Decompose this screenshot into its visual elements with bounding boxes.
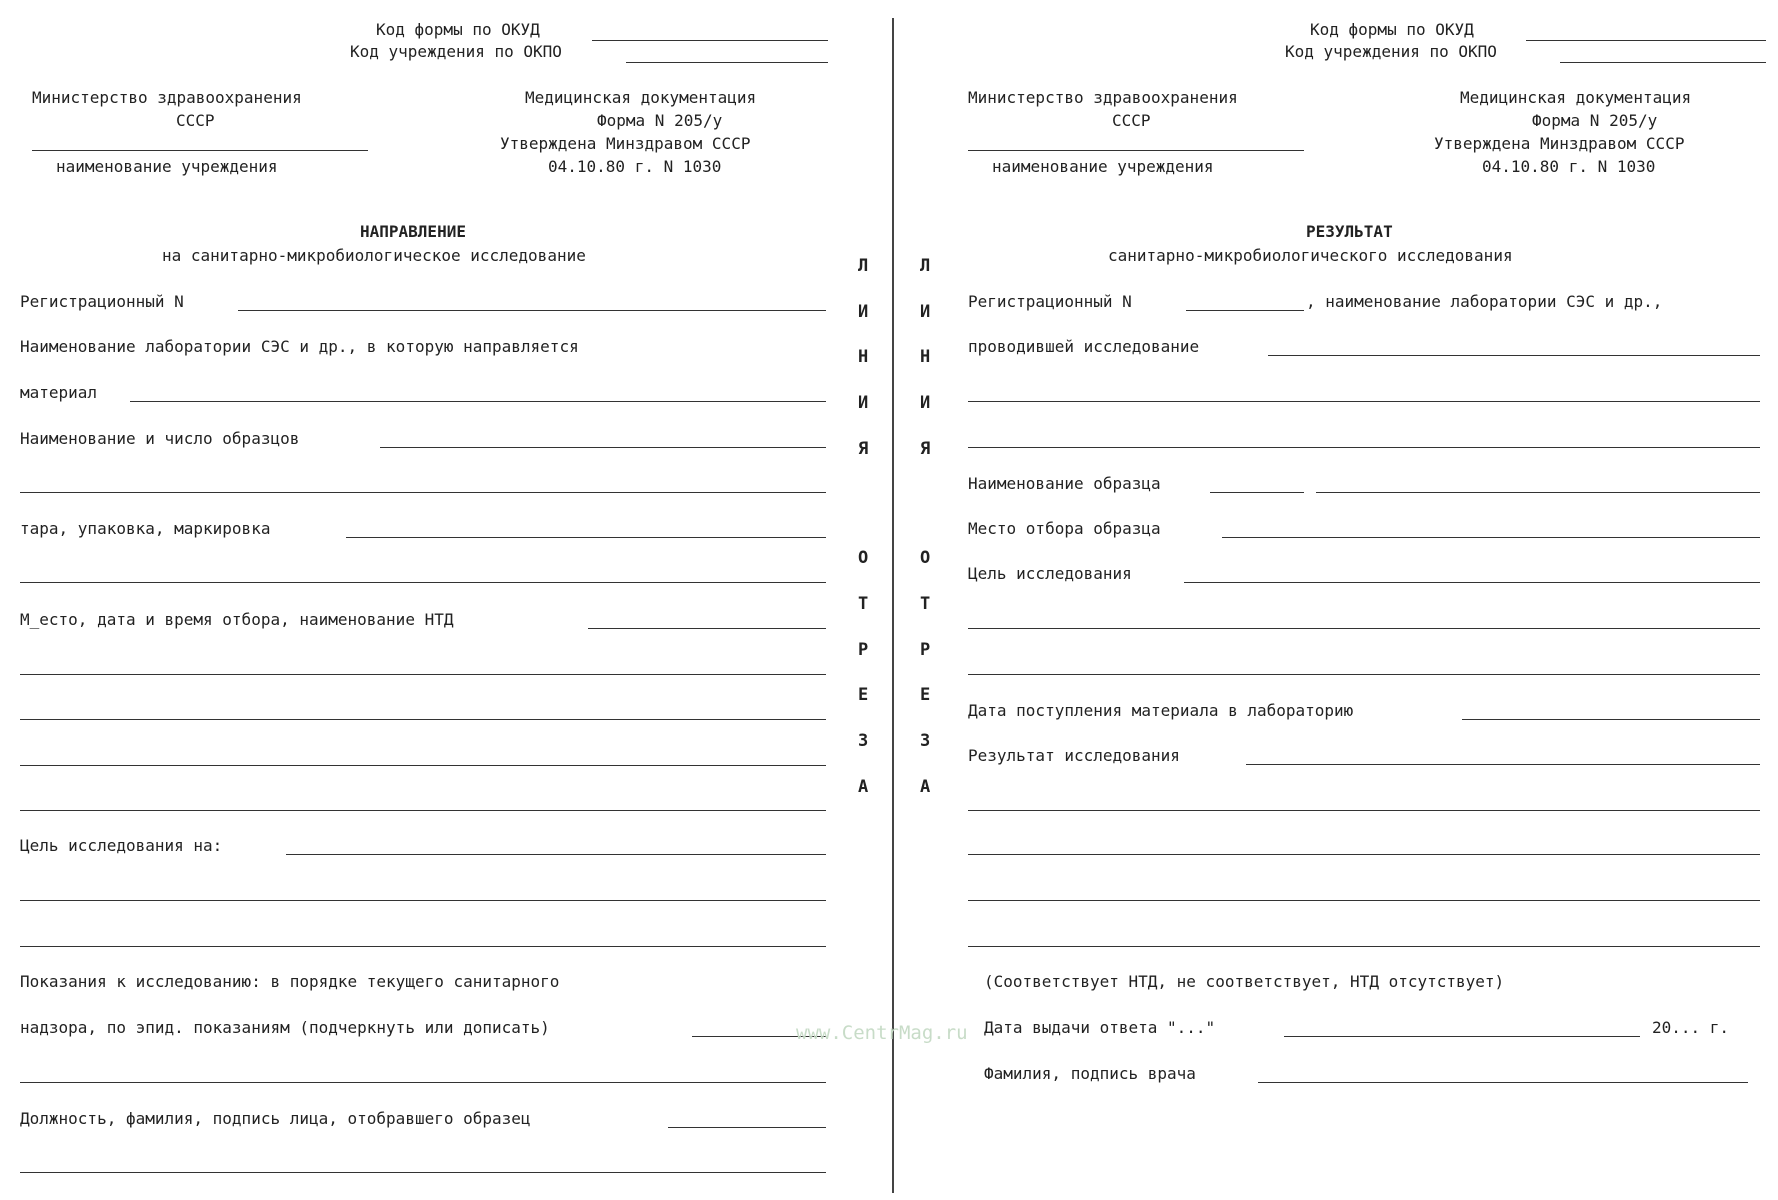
place-date-field[interactable] — [588, 628, 826, 629]
receipt-date-label: Дата поступления материала в лабораторию — [968, 701, 1354, 720]
meddoc-line4: 04.10.80 г. N 1030 — [548, 157, 722, 176]
cut-letter: Л — [858, 256, 869, 276]
packaging-field-2[interactable] — [20, 582, 826, 583]
cut-line-separator — [892, 18, 894, 1193]
ministry-line1: Министерство здравоохранения — [32, 88, 302, 107]
result-field-2[interactable] — [968, 810, 1760, 811]
meddoc-line3: Утверждена Минздравом СССР — [1434, 134, 1685, 153]
position-field-2[interactable] — [20, 1172, 826, 1173]
cut-letter: Т — [858, 594, 869, 614]
meddoc-line1: Медицинская документация — [525, 88, 757, 107]
meddoc-line2: Форма N 205/у — [1532, 111, 1658, 130]
packaging-label: тара, упаковка, маркировка — [20, 519, 271, 538]
sample-name-field-2[interactable] — [1316, 492, 1760, 493]
institution-field[interactable] — [968, 150, 1304, 151]
meddoc-line3: Утверждена Минздравом СССР — [500, 134, 751, 153]
receipt-date-field[interactable] — [1462, 719, 1760, 720]
cut-letter: Н — [858, 347, 869, 367]
cut-letter: О — [920, 548, 931, 568]
purpose-field-2[interactable] — [20, 900, 826, 901]
place-date-field-3[interactable] — [20, 719, 826, 720]
cut-letter: Н — [920, 347, 931, 367]
place-date-label: М_есто, дата и время отбора, наименование НТД — [20, 610, 454, 629]
conformity-note: (Соответствует НТД, не соответствует, НТД отсутствует) — [984, 972, 1505, 991]
purpose-field[interactable] — [1184, 582, 1760, 583]
place-date-field-4[interactable] — [20, 765, 826, 766]
cut-letter: Е — [858, 685, 869, 705]
sample-name-field[interactable] — [1210, 492, 1304, 493]
okud-label: Код формы по ОКУД — [1310, 20, 1474, 39]
lab-name-label: Наименование лаборатории СЭС и др., в которую направляется — [20, 337, 579, 356]
okpo-field[interactable] — [1560, 62, 1766, 63]
okpo-label: Код учреждения по ОКПО — [350, 42, 562, 61]
samples-field-2[interactable] — [20, 492, 826, 493]
purpose-field[interactable] — [286, 854, 826, 855]
issue-date-field[interactable] — [1284, 1036, 1640, 1037]
issue-year-label: 20... г. — [1652, 1018, 1730, 1037]
place-date-field-2[interactable] — [20, 674, 826, 675]
sample-name-label: Наименование образца — [968, 474, 1161, 493]
position-label: Должность, фамилия, подпись лица, отобравшего образец — [20, 1109, 531, 1128]
form-subtitle: санитарно-микробиологического исследования — [1108, 246, 1513, 265]
institution-field[interactable] — [32, 150, 368, 151]
cut-letter: З — [858, 731, 869, 751]
form-title: НАПРАВЛЕНИЕ — [360, 222, 466, 241]
watermark: www.CentrMag.ru — [796, 1022, 968, 1044]
place-date-field-5[interactable] — [20, 810, 826, 811]
cut-letter: Р — [920, 640, 931, 660]
cut-letter: Я — [920, 439, 931, 459]
ministry-line2: СССР — [1112, 111, 1151, 130]
cut-letter: Е — [920, 685, 931, 705]
cut-letter: З — [920, 731, 931, 751]
institution-caption: наименование учреждения — [992, 157, 1214, 176]
conducted-field[interactable] — [1268, 355, 1760, 356]
sample-place-field[interactable] — [1222, 537, 1760, 538]
cut-letter: Я — [858, 439, 869, 459]
position-field[interactable] — [668, 1127, 826, 1128]
doctor-field[interactable] — [1258, 1082, 1748, 1083]
form-subtitle: на санитарно-микробиологическое исследование — [162, 246, 586, 265]
result-label: Результат исследования — [968, 746, 1180, 765]
cut-letter: И — [920, 393, 931, 413]
okpo-label: Код учреждения по ОКПО — [1285, 42, 1497, 61]
reg-number-field[interactable] — [1186, 310, 1304, 311]
form-title: РЕЗУЛЬТАТ — [1306, 222, 1393, 241]
cut-letter: И — [858, 302, 869, 322]
result-field-4[interactable] — [968, 900, 1760, 901]
cut-letter: А — [858, 777, 869, 797]
conducted-field-3[interactable] — [968, 447, 1760, 448]
result-field-3[interactable] — [968, 854, 1760, 855]
conducted-field-2[interactable] — [968, 401, 1760, 402]
samples-label: Наименование и число образцов — [20, 429, 300, 448]
meddoc-line4: 04.10.80 г. N 1030 — [1482, 157, 1656, 176]
result-field[interactable] — [1246, 764, 1760, 765]
purpose-label: Цель исследования на: — [20, 836, 223, 855]
reg-number-field[interactable] — [238, 310, 826, 311]
cut-letter: А — [920, 777, 931, 797]
indications-label-2: надзора, по эпид. показаниям (подчеркнуть или дописать) — [20, 1018, 550, 1037]
okpo-field[interactable] — [626, 62, 828, 63]
sample-place-label: Место отбора образца — [968, 519, 1161, 538]
cut-letter: Л — [920, 256, 931, 276]
cut-letter: И — [858, 393, 869, 413]
cut-letter: И — [920, 302, 931, 322]
conducted-label: проводившей исследование — [968, 337, 1200, 356]
material-field[interactable] — [130, 401, 826, 402]
institution-caption: наименование учреждения — [56, 157, 278, 176]
meddoc-line1: Медицинская документация — [1460, 88, 1692, 107]
indications-label-1: Показания к исследованию: в порядке текущего санитарного — [20, 972, 560, 991]
packaging-field[interactable] — [346, 537, 826, 538]
purpose-label: Цель исследования — [968, 564, 1132, 583]
purpose-field-3[interactable] — [968, 674, 1760, 675]
reg-number-label: Регистрационный N — [968, 292, 1132, 311]
result-field-5[interactable] — [968, 946, 1760, 947]
okud-label: Код формы по ОКУД — [376, 20, 540, 39]
ministry-line2: СССР — [176, 111, 215, 130]
indications-field-2[interactable] — [20, 1082, 826, 1083]
ministry-line1: Министерство здравоохранения — [968, 88, 1238, 107]
okud-field[interactable] — [592, 40, 828, 41]
purpose-field-2[interactable] — [968, 628, 1760, 629]
lab-name-label: , наименование лаборатории СЭС и др., — [1306, 292, 1663, 311]
samples-field[interactable] — [380, 447, 826, 448]
issue-date-label: Дата выдачи ответа "..." — [984, 1018, 1216, 1037]
reg-number-label: Регистрационный N — [20, 292, 184, 311]
doctor-label: Фамилия, подпись врача — [984, 1064, 1196, 1083]
meddoc-line2: Форма N 205/у — [597, 111, 723, 130]
cut-letter: Т — [920, 594, 931, 614]
cut-letter: О — [858, 548, 869, 568]
okud-field[interactable] — [1526, 40, 1766, 41]
material-label: материал — [20, 383, 98, 402]
purpose-field-3[interactable] — [20, 946, 826, 947]
cut-letter: Р — [858, 640, 869, 660]
